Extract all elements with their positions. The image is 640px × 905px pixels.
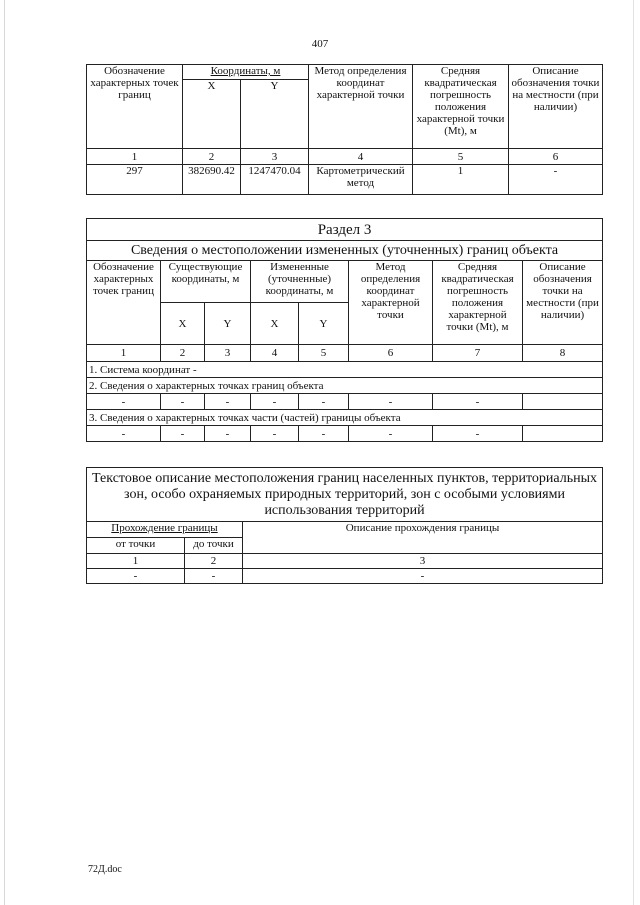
header-from-point: от точки bbox=[87, 538, 185, 554]
col-number: 4 bbox=[309, 149, 413, 165]
header-existing-x: X bbox=[161, 303, 205, 345]
table-row bbox=[87, 569, 603, 584]
description-title: Текстовое описание местоположения границ населенных пунктов, территориальных зон, особо охраняемых природных территорий, зон с особыми условиями использования территорий bbox=[87, 468, 603, 522]
scan-edge-right bbox=[633, 0, 634, 905]
points-table bbox=[86, 64, 603, 195]
header-existing-coordinates: Существующие координаты, м bbox=[161, 261, 251, 303]
header-x: X bbox=[183, 80, 241, 149]
header-error: Средняя квадратическая погрешность положения характерной точки (Mt), м bbox=[433, 261, 523, 345]
header-coordinates: Координаты, м bbox=[183, 65, 309, 80]
table-cell: - bbox=[185, 569, 243, 584]
header-designation: Обозначение характерных точек границ bbox=[87, 65, 183, 149]
col-number: 3 bbox=[205, 345, 251, 362]
col-number: 8 bbox=[523, 345, 603, 362]
point-y: 1247470.04 bbox=[241, 165, 309, 195]
header-y: Y bbox=[241, 80, 309, 149]
header-changed-x: X bbox=[251, 303, 299, 345]
header-description: Описание обозначения точки на местности (при наличии) bbox=[523, 261, 603, 345]
col-number: 5 bbox=[413, 149, 509, 165]
col-number: 5 bbox=[299, 345, 349, 362]
table-cell bbox=[523, 394, 603, 410]
point-description: - bbox=[509, 165, 603, 195]
table-cell: - bbox=[87, 394, 161, 410]
col-number: 6 bbox=[509, 149, 603, 165]
header-description: Описание обозначения точки на местности (при наличии) bbox=[509, 65, 603, 149]
coordinate-system-label: 1. Система координат - bbox=[87, 362, 603, 378]
table-cell: - bbox=[243, 569, 603, 584]
section-title: Раздел 3 bbox=[87, 219, 603, 241]
header-passage: Прохождение границы bbox=[87, 522, 243, 538]
section-subtitle: Сведения о местоположении измененных (уточненных) границ объекта bbox=[87, 241, 603, 261]
parts-info-label: 3. Сведения о характерных точках части (частей) границы объекта bbox=[87, 410, 603, 426]
col-number: 3 bbox=[243, 554, 603, 569]
table-cell: - bbox=[87, 569, 185, 584]
point-error: 1 bbox=[413, 165, 509, 195]
point-method: Картометрический метод bbox=[309, 165, 413, 195]
table-cell bbox=[523, 426, 603, 442]
header-changed-coordinates: Измененные (уточненные) координаты, м bbox=[251, 261, 349, 303]
table-cell: - bbox=[161, 426, 205, 442]
table-cell: - bbox=[251, 426, 299, 442]
col-number: 1 bbox=[87, 149, 183, 165]
table-cell: - bbox=[299, 394, 349, 410]
footer-filename: 72Д.doc bbox=[88, 864, 122, 875]
table-row bbox=[87, 426, 603, 442]
page-number: 407 bbox=[311, 38, 329, 50]
col-number: 6 bbox=[349, 345, 433, 362]
col-number: 4 bbox=[251, 345, 299, 362]
table-row bbox=[87, 394, 603, 410]
header-method: Метод определения координат характерной точки bbox=[349, 261, 433, 345]
header-designation: Обозначение характерных точек границ bbox=[87, 261, 161, 345]
point-x: 382690.42 bbox=[183, 165, 241, 195]
header-passage-description: Описание прохождения границы bbox=[243, 522, 603, 554]
table-cell: - bbox=[161, 394, 205, 410]
table-cell: - bbox=[433, 394, 523, 410]
table-cell: - bbox=[349, 394, 433, 410]
table-cell: - bbox=[205, 394, 251, 410]
col-number: 1 bbox=[87, 554, 185, 569]
table-cell: - bbox=[433, 426, 523, 442]
col-number: 2 bbox=[183, 149, 241, 165]
table-cell: - bbox=[251, 394, 299, 410]
header-to-point: до точки bbox=[185, 538, 243, 554]
col-number: 7 bbox=[433, 345, 523, 362]
table-row bbox=[87, 165, 603, 195]
header-changed-y: Y bbox=[299, 303, 349, 345]
point-id: 297 bbox=[87, 165, 183, 195]
scan-edge-left bbox=[4, 0, 5, 905]
col-number: 3 bbox=[241, 149, 309, 165]
col-number: 2 bbox=[185, 554, 243, 569]
header-method: Метод определения координат характерной точки bbox=[309, 65, 413, 149]
header-existing-y: Y bbox=[205, 303, 251, 345]
table-cell: - bbox=[349, 426, 433, 442]
boundary-description-table bbox=[86, 467, 603, 584]
table-cell: - bbox=[87, 426, 161, 442]
header-error: Средняя квадратическая погрешность положения характерной точки (Mt), м bbox=[413, 65, 509, 149]
col-number: 1 bbox=[87, 345, 161, 362]
points-info-label: 2. Сведения о характерных точках границ объекта bbox=[87, 378, 603, 394]
section3-table bbox=[86, 218, 603, 442]
col-number: 2 bbox=[161, 345, 205, 362]
table-cell: - bbox=[299, 426, 349, 442]
table-cell: - bbox=[205, 426, 251, 442]
